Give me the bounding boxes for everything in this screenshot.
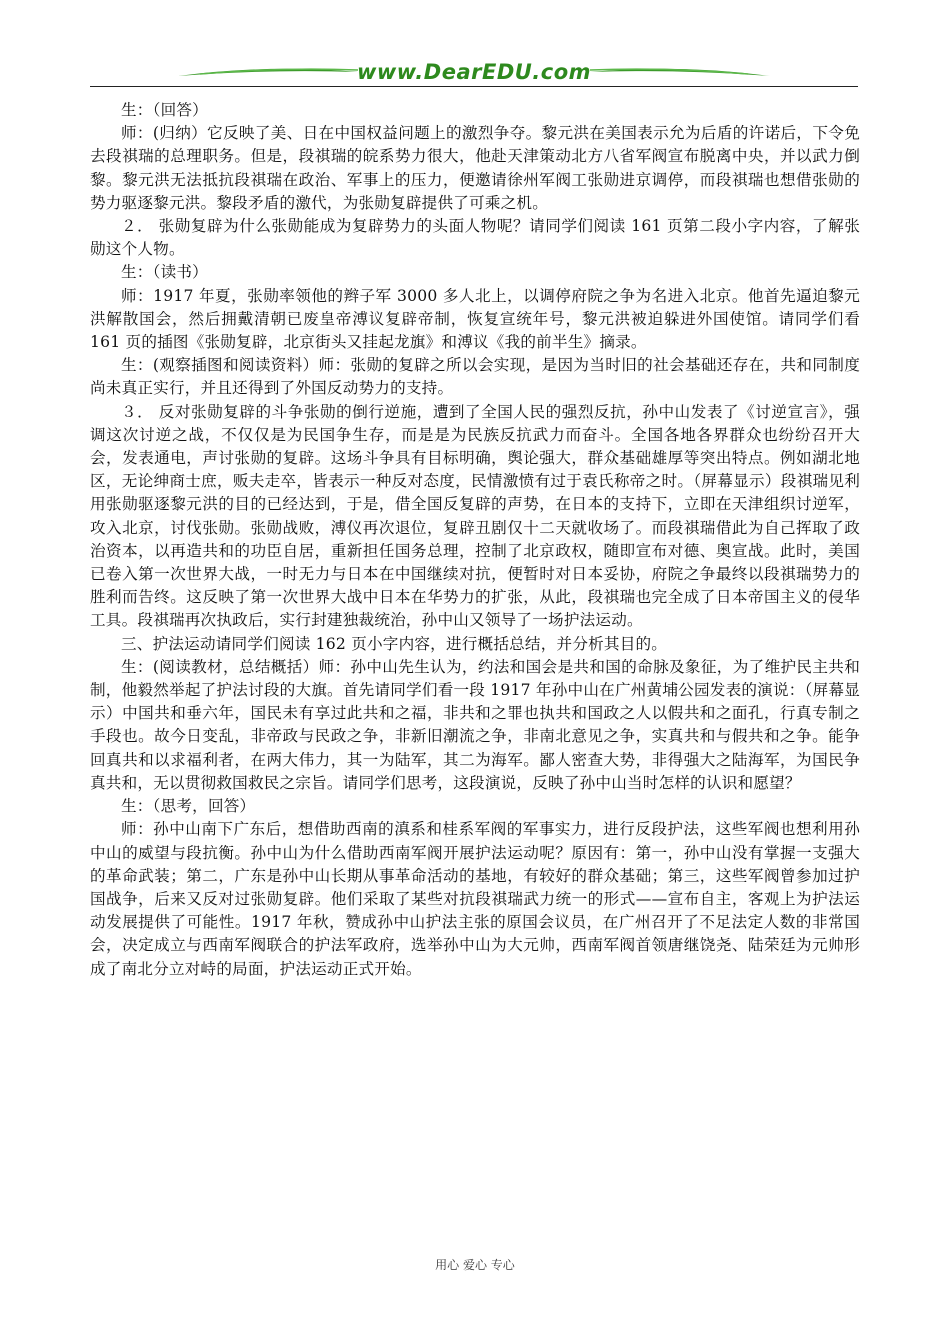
document-body [90, 99, 860, 981]
paragraph: ３． 反对张勋复辟的斗争张勋的倒行逆施，遭到了全国人民的强烈反抗，孙中山发表了《讨逆宣言》，强调这次讨逆之战，不仅仅是为民国争生存，而是是为民族反抗武力而奋斗。全国各地各界群众也纷纷召开大会，发表通电，声讨张勋的复辟。这场斗争具有目标明确，舆论强大，群众基础雄厚等突出特点。例如湖北地区，无论绅商士庶，贩夫走卒，皆表示一种反对态度，民情激愤有过于袁氏称帝之时。（屏幕显示）段祺瑞见利用张勋驱逐黎元洪的目的已经达到，于是，借全国反复辟的声势，在日本的支持下，立即在天津组织讨逆军，攻入北京，讨伐张勋。张勋战败，溥仪再次退位，复辟丑剧仅十二天就收场了。而段祺瑞借此为自己挥取了政治资本，以再造共和的功臣自居，重新担任国务总理，控制了北京政权，随即宣布对德、奥宣战。此时，美国已卷入第一次世界大战，一时无力与日本在中国继续对抗，便暂时对日本妥协，府院之争最终以段祺瑞势力的胜利而告终。这反映了第一次世界大战中日本在华势力的扩张，从此，段祺瑞也完全成了日本帝国主义的侵华工具。段祺瑞再次执政后，实行封建独裁统治，孙中山又领导了一场护法运动。 [90, 402, 860, 630]
header-rule [90, 86, 858, 87]
paragraph: 生：(观察插图和阅读资料）师：张勋的复辟之所以会实现，是因为当时旧的社会基础还存在，共和同制度尚未真正实行，并且还得到了外国反动势力的支持。 [90, 356, 860, 398]
page-footer: 用心 爱心 专心 [435, 1258, 515, 1272]
paragraph: 生：（读书） [121, 263, 208, 282]
paragraph: 师：孙中山南下广东后，想借助西南的滇系和桂系军阀的军事实力，进行反段护法，这些军阀也想利用孙中山的威望与段抗衡。孙中山为什么借助西南军阀开展护法运动呢？原因有：第一，孙中山没有掌握一支强大的革命武装；第二，广东是孙中山长期从事革命活动的基地，有较好的群众基础；第三，这些军阀曾参加过护国战争，后来又反对过张勋复辟。他们采取了某些对抗段祺瑞武力统一的形式——宣布自主，客观上为护法运动发展提供了可能性。1917 年秋，赞成孙中山护法主张的原国会议员，在广州召开了不足法定人数的非常国会，决定成立与西南军阀联合的护法军政府，选举孙中山为大元帅，西南军阀首领唐继饶尧、陆荣廷为元帅形成了南北分立对峙的局面，护法运动正式开始。 [90, 820, 860, 978]
paragraph: 三、护法运动请同学们阅读 162 页小字内容，进行概括总结，并分析其目的。 [121, 634, 668, 653]
paragraph: 生：（回答） [121, 101, 208, 119]
paragraph: 生：(阅读教材，总结概括）师：孙中山先生认为，约法和国会是共和国的命脉及象征，为了维护民主共和制，他毅然举起了护法讨段的大旗。首先请同学们看一段 1917 年孙中山在广州黄埔公园发表的演说：（屏幕显示）中国共和垂六年，国民未有享过此共和之福，非共和之罪也执共和国政之人以假共和之面孔，行真专制之手段也。故今日变乱，非帝政与民政之争，非新旧潮流之争，非南北意见之争，实真共和与假共和之争。能争回真共和以求福利者，在两大伟力，其一为陆军，其二为海军。鄙人密查大势，非得强大之陆海军，为国民争真共和，无以贯彻救国救民之宗旨。请同学们思考，这段演说，反映了孙中山当时怎样的认识和愿望？ [90, 657, 860, 792]
paragraph: 生：（思考，回答） [121, 797, 256, 816]
paragraph: 师：1917 年夏，张勋率领他的辫子军 3000 多人北上，以调停府院之争为名进入北京。他首先逼迫黎元洪解散国会，然后拥戴清朝已废皇帝溥议复辟帝制，恢复宣统年号，黎元洪被迫躲进外国使馆。请同学们看 161 页的插图《张勋复辟，北京街头又挂起龙旗》和溥议《我的前半生》摘录。 [90, 286, 860, 352]
site-logo-text: www.DearEDU.com [356, 60, 592, 84]
paragraph: 师：(归纳）它反映了美、日在中国权益问题上的激烈争夺。黎元洪在美国表示允为后盾的许诺后，下令免去段祺瑞的总理职务。但是，段祺瑞的皖系势力很大，他赴天津策动北方八省军阀宣布脱离中央，并以武力倒黎。黎元洪无法抵抗段祺瑞在政治、军事上的压力，便邀请徐州军阀工张勋进京调停，而段祺瑞也想借张勋的势力驱逐黎元洪。黎段矛盾的激代，为张勋复辟提供了可乘之机。 [90, 124, 860, 212]
paragraph: ２． 张勋复辟为什么张勋能成为复辟势力的头面人物呢？请同学们阅读 161 页第二段小字内容，了解张勋这个人物。 [90, 217, 860, 259]
